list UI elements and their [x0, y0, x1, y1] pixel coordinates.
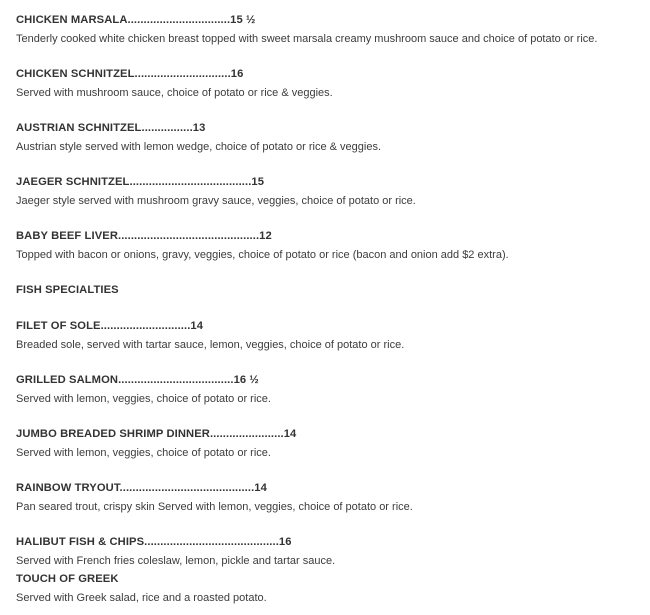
halibut-fish-chips-title: HALIBUT FISH & CHIPS..........................................16 [16, 536, 292, 548]
filet-of-sole-title: FILET OF SOLE............................14 [16, 320, 204, 332]
filet-of-sole-description: Breaded sole, served with tartar sauce, lemon, veggies, choice of potato or rice. [16, 339, 405, 351]
touch-of-greek-title: TOUCH OF GREEK [16, 573, 119, 585]
chicken-marsala-title: CHICKEN MARSALA................................15 ½ [16, 14, 256, 26]
chicken-marsala-description: Tenderly cooked white chicken breast topped with sweet marsala creamy mushroom sauce and choice of potato or rice. [16, 33, 598, 45]
chicken-schnitzel-description: Served with mushroom sauce, choice of potato or rice & veggies. [16, 87, 333, 99]
rainbow-tryout-title: RAINBOW TRYOUT..........................................14 [16, 482, 267, 494]
grilled-salmon-title: GRILLED SALMON....................................16 ½ [16, 374, 259, 386]
rainbow-tryout-description: Pan seared trout, crispy skin Served with lemon, veggies, choice of potato or rice. [16, 501, 413, 513]
chicken-schnitzel-title: CHICKEN SCHNITZEL..............................16 [16, 68, 244, 80]
austrian-schnitzel-title: AUSTRIAN SCHNITZEL................13 [16, 122, 206, 134]
touch-of-greek-description: Served with Greek salad, rice and a roasted potato. [16, 592, 267, 604]
baby-beef-liver-description: Topped with bacon or onions, gravy, veggies, choice of potato or rice (bacon and onion add $2 extra). [16, 249, 509, 261]
grilled-salmon-description: Served with lemon, veggies, choice of potato or rice. [16, 393, 271, 405]
fish-specialties-heading: FISH SPECIALTIES [16, 284, 119, 296]
jaeger-schnitzel-description: Jaeger style served with mushroom gravy sauce, veggies, choice of potato or rice. [16, 195, 416, 207]
jumbo-breaded-shrimp-title: JUMBO BREADED SHRIMP DINNER.......................14 [16, 428, 297, 440]
baby-beef-liver-title: BABY BEEF LIVER............................................12 [16, 230, 272, 242]
halibut-fish-chips-description: Served with French fries coleslaw, lemon, pickle and tartar sauce. [16, 555, 336, 567]
jumbo-breaded-shrimp-description: Served with lemon, veggies, choice of potato or rice. [16, 447, 271, 459]
austrian-schnitzel-description: Austrian style served with lemon wedge, choice of potato or rice & veggies. [16, 141, 382, 153]
jaeger-schnitzel-title: JAEGER SCHNITZEL......................................15 [16, 176, 265, 188]
